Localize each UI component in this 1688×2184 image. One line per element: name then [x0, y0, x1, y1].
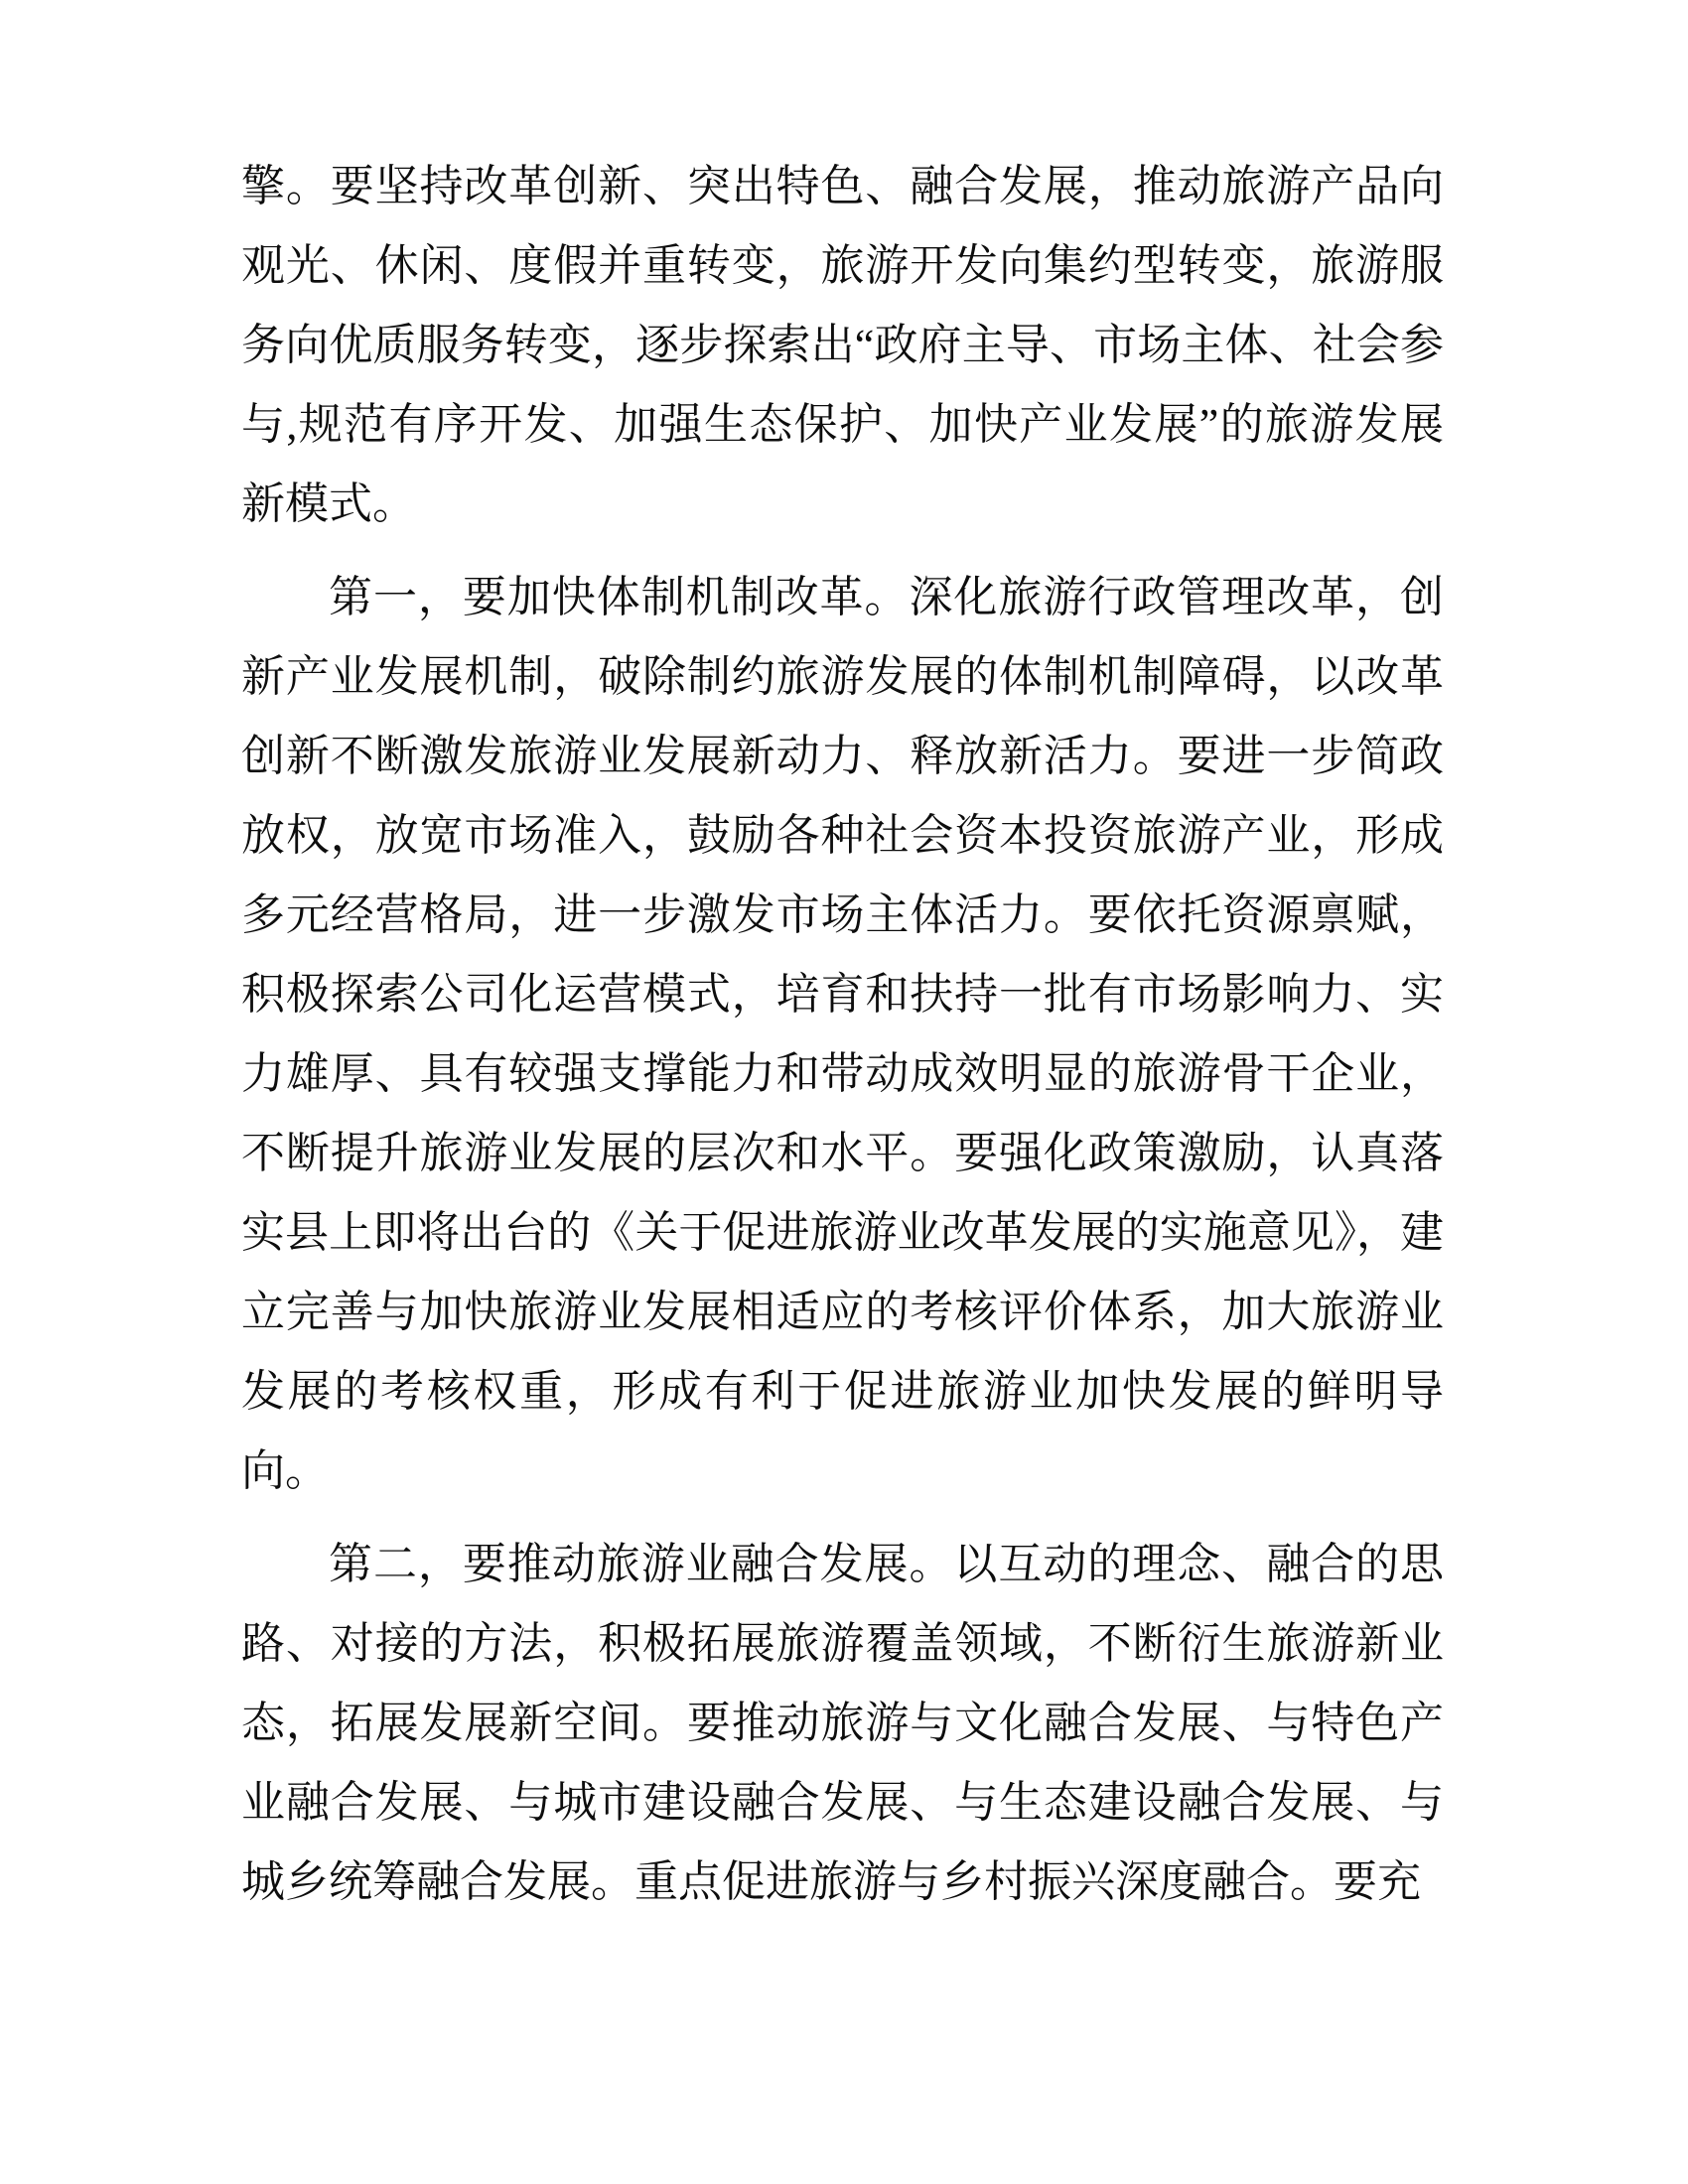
document-body [241, 147, 1444, 1922]
paragraph-point-two: 第二，要推动旅游业融合发展。以互动的理念、融合的思路、对接的方法，积极拓展旅游覆盖领域，不断衍生旅游新业态，拓展发展新空间。要推动旅游与文化融合发展、与特色产业融合发展、与城市建设融合发展、与生态建设融合发展、与城乡统筹融合发展。重点促进旅游与乡村振兴深度融合。要充 [241, 1540, 1444, 1906]
paragraph-point-one: 第一，要加快体制机制改革。深化旅游行政管理改革，创新产业发展机制，破除制约旅游发展的体制机制障碍，以改革创新不断激发旅游业发展新动力、释放新活力。要进一步简政放权，放宽市场准入，鼓励各种社会资本投资旅游产业，形成多元经营格局，进一步激发市场主体活力。要依托资源禀赋，积极探索公司化运营模式，培育和扶持一批有市场影响力、实力雄厚、具有较强支撑能力和带动成效明显的旅游骨干企业，不断提升旅游业发展的层次和水平。要强化政策激励，认真落实县上即将出台的《关于促进旅游业改革发展的实施意见》，建立完善与加快旅游业发展相适应的考核评价体系，加大旅游业发展的考核权重，形成有利于促进旅游业加快发展的鲜明导向。 [241, 573, 1444, 1495]
paragraph-continuation: 擎。要坚持改革创新、突出特色、融合发展，推动旅游产品向观光、休闲、度假并重转变，旅游开发向集约型转变，旅游服务向优质服务转变，逐步探索出“政府主导、市场主体、社会参与,规范有序开发、加强生态保护、加快产业发展”的旅游发展新模式。 [241, 162, 1444, 528]
